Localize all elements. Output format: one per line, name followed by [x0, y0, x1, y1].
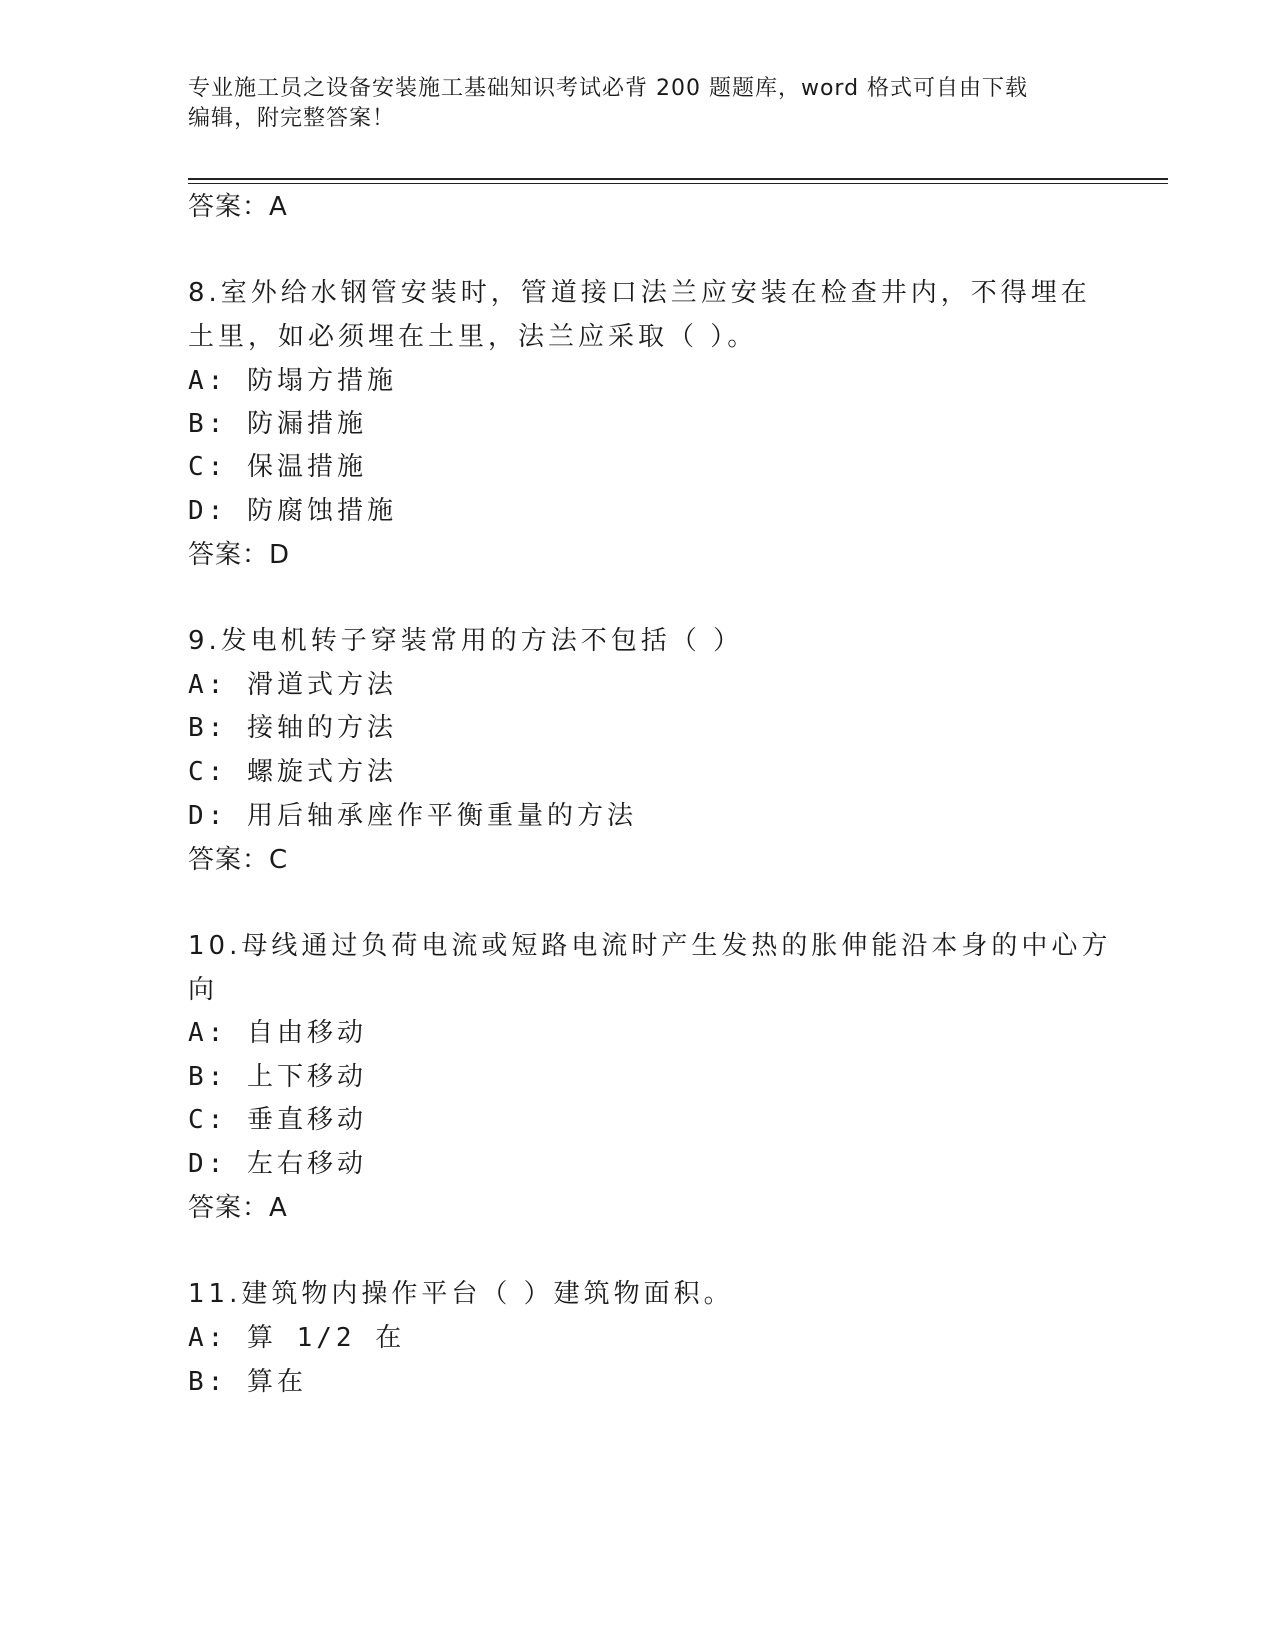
question-stem: 9.发电机转子穿装常用的方法不包括（ ）: [188, 626, 744, 656]
option-a: A: 自由移动: [188, 1018, 367, 1048]
header-line-2: 编辑，附完整答案！: [188, 106, 396, 131]
answer-line: 答案：A: [188, 1193, 288, 1223]
option-a: A: 算 1/2 在: [188, 1323, 406, 1353]
option-d: D: 用后轴承座作平衡重量的方法: [188, 801, 637, 831]
option-a: A: 滑道式方法: [188, 670, 397, 700]
question-stem: 10.母线通过负荷电流或短路电流时产生发热的胀伸能沿本身的中心方: [188, 931, 1112, 961]
header-line-1: 专业施工员之设备安装施工基础知识考试必背 200 题题库，word 格式可自由下载: [188, 76, 1029, 101]
header-text: [188, 74, 1088, 134]
option-b: B: 防漏措施: [188, 409, 367, 439]
option-b: B: 接轴的方法: [188, 713, 397, 743]
option-c: C: 螺旋式方法: [188, 757, 397, 787]
option-b: B: 上下移动: [188, 1062, 367, 1092]
answer-line: 答案：D: [188, 540, 291, 570]
option-d: D: 左右移动: [188, 1149, 367, 1179]
option-c: C: 垂直移动: [188, 1105, 367, 1135]
header-rule-thin: [188, 183, 1168, 184]
question-stem: 11.建筑物内操作平台（ ）建筑物面积。: [188, 1279, 734, 1309]
answer-line: 答案：C: [188, 845, 289, 875]
option-b: B: 算在: [188, 1367, 307, 1397]
option-c: C: 保温措施: [188, 452, 367, 482]
header-rule-thick: [188, 178, 1168, 180]
question-stem: 8.室外给水钢管安装时，管道接口法兰应安装在检查井内，不得埋在: [188, 278, 1091, 308]
question-stem: 向: [188, 975, 219, 1005]
option-d: D: 防腐蚀措施: [188, 496, 397, 526]
option-a: A: 防塌方措施: [188, 366, 397, 396]
question-stem: 土里，如必须埋在土里，法兰应采取（ ）。: [188, 322, 758, 352]
answer-line: 答案：A: [188, 192, 288, 222]
